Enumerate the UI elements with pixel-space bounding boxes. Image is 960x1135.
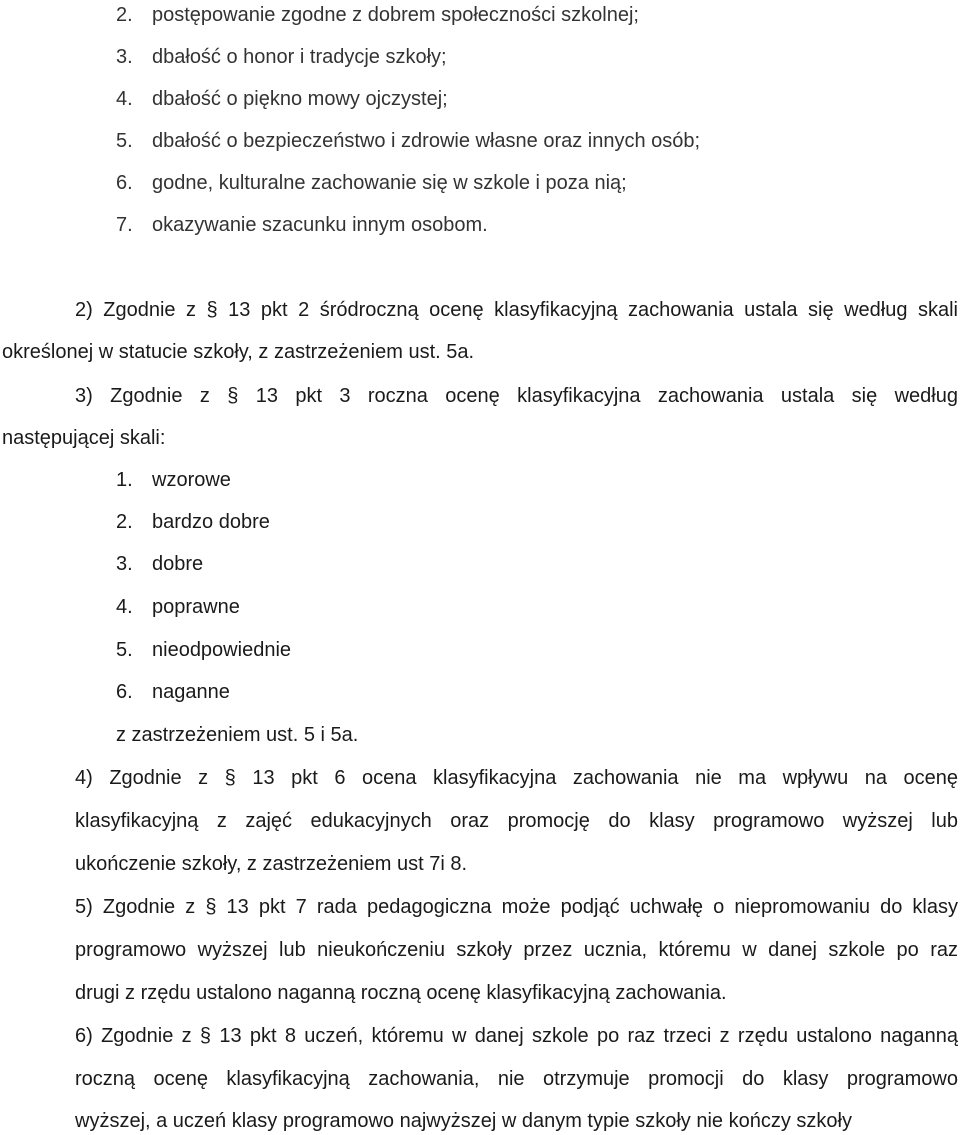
scale-item: 6. naganne: [116, 681, 230, 703]
scale-item: 1. wzorowe: [116, 469, 231, 491]
scale-item: 2. bardzo dobre: [116, 511, 270, 533]
scale-note: z zastrzeżeniem ust. 5 i 5a.: [116, 724, 359, 746]
paragraph-5-line-2: programowo wyższej lub nieukończeniu szkoły przez ucznia, któremu w danej szkole po raz: [75, 939, 958, 961]
paragraph-2-line-1: 2) Zgodnie z § 13 pkt 2 śródroczną ocenę klasyfikacyjną zachowania ustala się według skali: [75, 299, 958, 321]
scale-item: 4. poprawne: [116, 596, 240, 618]
paragraph-5-line-1: 5) Zgodnie z § 13 pkt 7 rada pedagogiczna może podjąć uchwałę o niepromowaniu do klasy: [75, 896, 958, 918]
paragraph-4-line-2: klasyfikacyjną z zajęć edukacyjnych oraz promocję do klasy programowo wyższej lub: [75, 810, 958, 832]
paragraph-6-line-1: 6) Zgodnie z § 13 pkt 8 uczeń, któremu w danej szkole po raz trzeci z rzędu ustalono naganną: [75, 1025, 958, 1047]
list-item: 5. dbałość o bezpieczeństwo i zdrowie własne oraz innych osób;: [116, 130, 701, 152]
paragraph-6-line-2: roczną ocenę klasyfikacyjną zachowania, nie otrzymuje promocji do klasy programowo: [75, 1068, 958, 1090]
paragraph-6-line-3: wyższej, a uczeń klasy programowo najwyższej w danym typie szkoły nie kończy szkoły: [75, 1110, 852, 1132]
list-item: 3. dbałość o honor i tradycje szkoły;: [116, 46, 447, 68]
paragraph-4-line-1: 4) Zgodnie z § 13 pkt 6 ocena klasyfikacyjna zachowania nie ma wpływu na ocenę: [75, 767, 958, 789]
paragraph-2-line-2: określonej w statucie szkoły, z zastrzeżeniem ust. 5a.: [2, 341, 475, 363]
list-item: 6. godne, kulturalne zachowanie się w szkole i poza nią;: [116, 172, 627, 194]
list-item: 7. okazywanie szacunku innym osobom.: [116, 214, 488, 236]
paragraph-3-line-2: następującej skali:: [2, 427, 166, 449]
list-item: 4. dbałość o piękno mowy ojczystej;: [116, 88, 448, 110]
scale-item: 5. nieodpowiednie: [116, 639, 292, 661]
paragraph-5-line-3: drugi z rzędu ustalono naganną roczną ocenę klasyfikacyjną zachowania.: [75, 982, 727, 1004]
list-item: 2. postępowanie zgodne z dobrem społeczności szkolnej;: [116, 4, 639, 26]
paragraph-4-line-3: ukończenie szkoły, z zastrzeżeniem ust 7i 8.: [75, 853, 468, 875]
paragraph-3-line-1: 3) Zgodnie z § 13 pkt 3 roczna ocenę klasyfikacyjna zachowania ustala się według: [75, 385, 958, 407]
scale-item: 3. dobre: [116, 553, 204, 575]
